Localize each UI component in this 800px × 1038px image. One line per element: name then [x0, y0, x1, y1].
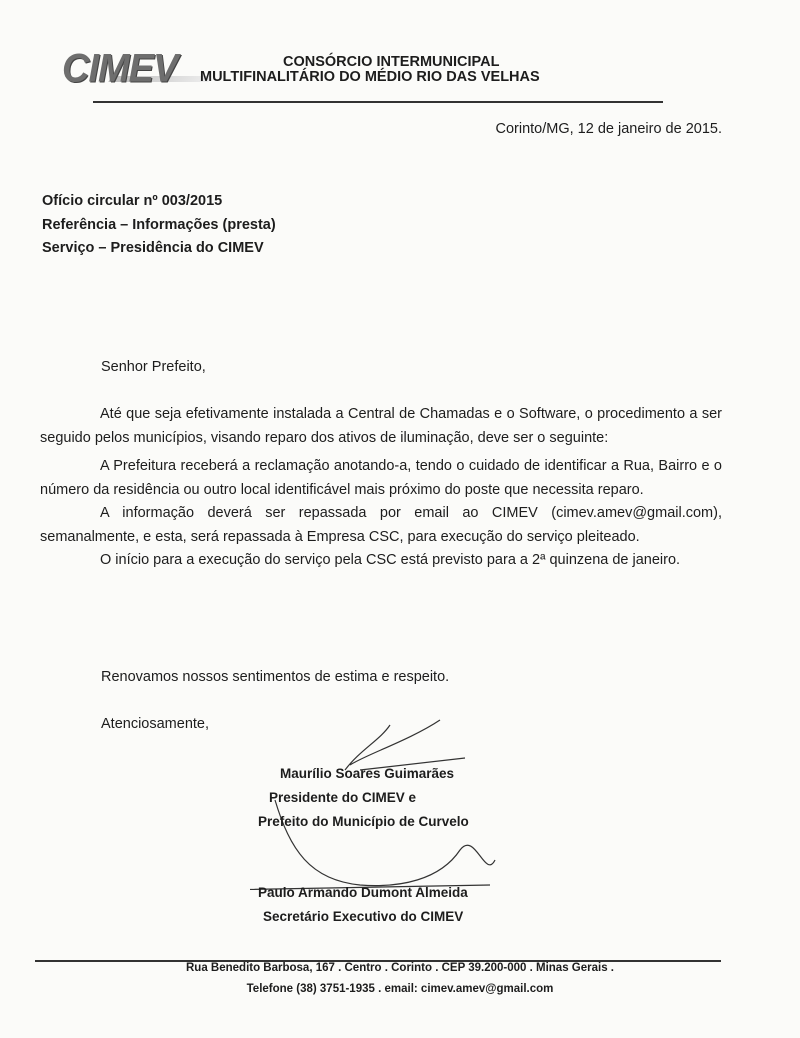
footer-contact — [0, 979, 800, 1000]
closing-paragraph: Renovamos nossos sentimentos de estima e respeito. — [101, 669, 450, 685]
signer-2-name: Paulo Armando Dumont Almeida — [258, 885, 468, 900]
paragraph-3-text-end: ), semanalmente, e esta, será repassada à Empresa CSC, para execução do serviço pleiteado. — [40, 505, 722, 545]
date-line: Corinto/MG, 12 de janeiro de 2015. — [495, 121, 722, 137]
closing: Atenciosamente, — [101, 716, 210, 732]
signer-1-name: Maurílio Soares Guimarães — [280, 766, 455, 781]
organization-name — [200, 55, 540, 85]
footer-phone: Telefone (38) 3751-1935 . email: — [246, 983, 421, 995]
org-line-1: CONSÓRCIO INTERMUNICIPAL — [283, 54, 500, 70]
footer — [0, 958, 800, 1000]
servico: Serviço – Presidência do CIMEV — [42, 240, 264, 256]
paragraph-3-text: A informação deverá ser repassada por email ao CIMEV ( — [100, 505, 557, 521]
email-link[interactable]: cimev.amev@gmail.com — [556, 505, 714, 521]
signer-1-title-1: Presidente do CIMEV e — [269, 790, 417, 805]
salutation: Senhor Prefeito, — [101, 359, 206, 375]
paragraph-3 — [40, 502, 722, 549]
footer-email-link[interactable]: cimev.amev@gmail.com — [420, 983, 554, 995]
oficio-number: Ofício circular nº 003/2015 — [42, 193, 223, 209]
reference-block — [42, 190, 276, 261]
paragraph-1: Até que seja efetivamente instalada a Central de Chamadas e o Software, o procedimento a ser seguido pelos municípios, visando reparo dos ativos de iluminação, deve ser o seguinte: — [40, 406, 722, 446]
cimev-logo: CIMEV — [62, 46, 178, 92]
footer-address: Rua Benedito Barbosa, 167 . Centro . Corinto . CEP 39.200-000 . Minas Gerais . — [186, 962, 614, 974]
header-divider — [93, 101, 663, 103]
signer-1-title-2: Prefeito do Município de Curvelo — [258, 814, 469, 829]
referencia: Referência – Informações (presta) — [42, 216, 276, 233]
org-line-2: MULTIFINALITÁRIO DO MÉDIO RIO DAS VELHAS — [200, 69, 540, 85]
paragraph-4: O início para a execução do serviço pela CSC está previsto para a 2ª quinzena de janeiro. — [100, 552, 681, 568]
signer-2-title: Secretário Executivo do CIMEV — [263, 909, 464, 924]
letter-body — [40, 403, 722, 573]
paragraph-2: A Prefeitura receberá a reclamação anotando-a, tendo o cuidado de identificar a Rua, Bairro e o número da residência ou outro local identificável mais próximo do poste que necessita reparo. — [40, 458, 722, 498]
